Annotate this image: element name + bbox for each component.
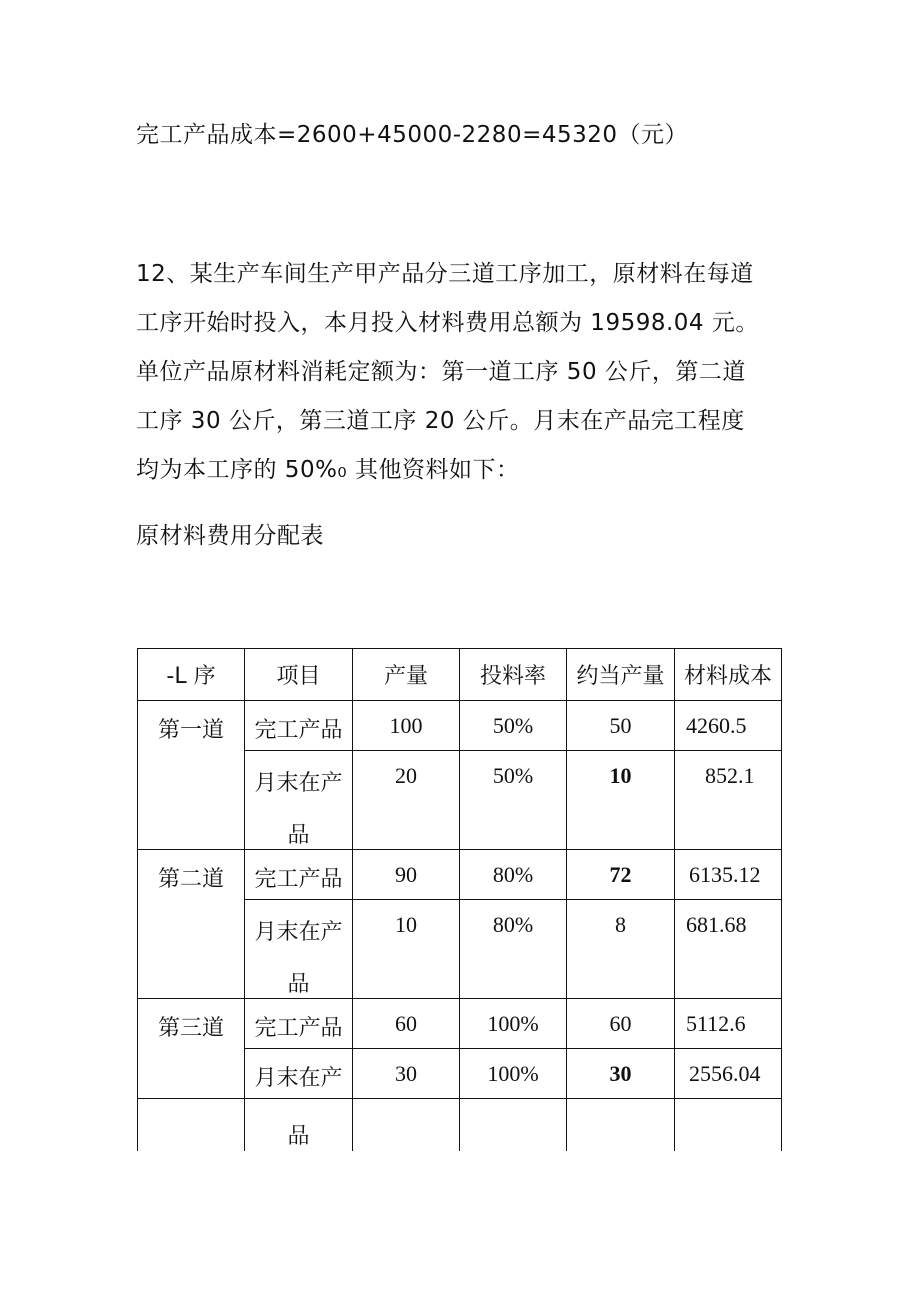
empty-cell	[460, 1099, 567, 1151]
equivalent-cell: 10	[567, 751, 675, 850]
item-text-line-1: 月末在产	[254, 920, 343, 945]
rate-cell: 80%	[460, 900, 567, 999]
quantity-cell: 90	[353, 850, 460, 900]
header-quantity: 产量	[353, 649, 460, 701]
table-title: 原材料费用分配表	[136, 523, 324, 549]
equivalent-cell: 60	[567, 999, 675, 1049]
header-process: -L 序	[138, 649, 245, 701]
item-cell: 完工产品	[245, 999, 353, 1049]
quantity-cell: 100	[353, 701, 460, 751]
equivalent-cell: 50	[567, 701, 675, 751]
formula-line: 完工产品成本=2600+45000-2280=45320（元）	[136, 122, 689, 148]
problem-line-2: 工序开始时投入，本月投入材料费用总额为 19598.04 元。	[136, 310, 759, 336]
cost-cell: 852.1	[675, 751, 782, 850]
item-cell	[245, 900, 353, 999]
item-cell	[245, 751, 353, 850]
item-text-line-2: 品	[287, 972, 310, 997]
table-header-row	[138, 649, 782, 701]
item-text-line-1: 月末在产	[254, 771, 343, 796]
empty-cell	[675, 1099, 782, 1151]
header-equivalent-units: 约当产量	[567, 649, 675, 701]
item-cell: 品	[245, 1099, 353, 1151]
header-feed-rate: 投料率	[460, 649, 567, 701]
problem-line-4: 工序 30 公斤，第三道工序 20 公斤。月末在产品完工程度	[136, 408, 745, 434]
rate-cell: 100%	[460, 999, 567, 1049]
quantity-cell: 20	[353, 751, 460, 850]
equivalent-cell: 72	[567, 850, 675, 900]
rate-cell: 50%	[460, 751, 567, 850]
process-name: 第三道	[138, 999, 245, 1099]
quantity-cell: 60	[353, 999, 460, 1049]
quantity-cell: 30	[353, 1049, 460, 1099]
header-item: 项目	[245, 649, 353, 701]
problem-line-1: 12、某生产车间生产甲产品分三道工序加工，原材料在每道	[136, 261, 754, 287]
cost-cell: 681.68	[675, 900, 782, 999]
item-cell: 完工产品	[245, 850, 353, 900]
quantity-cell: 10	[353, 900, 460, 999]
rate-cell: 80%	[460, 850, 567, 900]
empty-cell	[567, 1099, 675, 1151]
empty-cell	[138, 1099, 245, 1151]
cost-cell: 4260.5	[675, 701, 782, 751]
cost-cell: 2556.04	[675, 1049, 782, 1099]
process-name: 第一道	[138, 701, 245, 850]
equivalent-cell: 8	[567, 900, 675, 999]
table-row	[138, 701, 782, 751]
empty-cell	[353, 1099, 460, 1151]
item-text-line-2: 品	[287, 823, 310, 848]
rate-cell: 50%	[460, 701, 567, 751]
problem-line-3: 单位产品原材料消耗定额为：第一道工序 50 公斤，第二道	[136, 359, 746, 385]
table-row	[138, 1099, 782, 1151]
cost-cell: 5112.6	[675, 999, 782, 1049]
allocation-table	[137, 648, 782, 1151]
item-cell: 完工产品	[245, 701, 353, 751]
rate-cell: 100%	[460, 1049, 567, 1099]
problem-line-5: 均为本工序的 50%₀ 其他资料如下：	[136, 457, 520, 483]
item-cell: 月末在产	[245, 1049, 353, 1099]
header-material-cost: 材料成本	[675, 649, 782, 701]
table-row	[138, 850, 782, 900]
table-row	[138, 999, 782, 1049]
equivalent-cell: 30	[567, 1049, 675, 1099]
process-name: 第二道	[138, 850, 245, 999]
cost-cell: 6135.12	[675, 850, 782, 900]
